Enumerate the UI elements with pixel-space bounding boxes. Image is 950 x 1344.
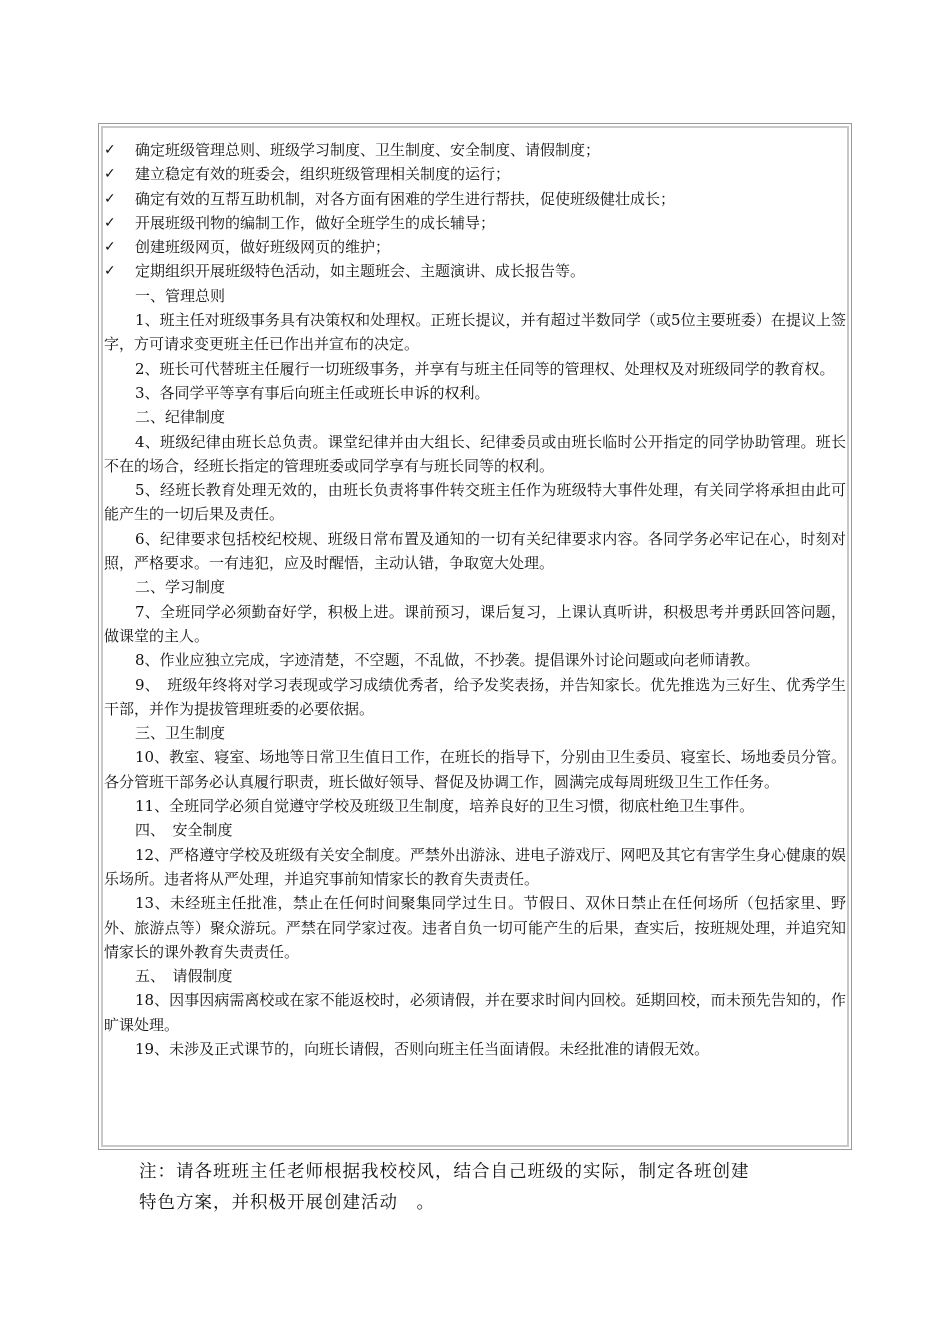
rule-paragraph: 10、教室、寝室、场地等日常卫生值日工作，在班长的指导下，分别由卫生委员、寝室长、场地委员分管。各分管班干部务必认真履行职责，班长做好领导、督促及协调工作，圆满完成每周班级卫生工作任务。 (104, 748, 846, 791)
checklist-item: ✓ 创建班级网页，做好班级网页的维护； (104, 235, 846, 259)
section-heading-safety: 四、 安全制度 (135, 821, 233, 840)
rule-paragraph: 11、全班同学必须自觉遵守学校及班级卫生制度，培养良好的卫生习惯，彻底杜绝卫生事件。 (135, 797, 755, 816)
section-heading-study: 二、学习制度 (135, 578, 226, 597)
check-icon: ✓ (104, 166, 116, 183)
rule-paragraph: 12、严格遵守学校及班级有关安全制度。严禁外出游泳、进电子游戏厅、网吧及其它有害学生身心健康的娱乐场所。违者将从严处理，并追究事前知情家长的教育失责责任。 (104, 845, 846, 888)
section-heading-discipline: 二、纪律制度 (135, 408, 226, 427)
rule-paragraph: 3、各同学平等享有事后向班主任或班长申诉的权利。 (135, 383, 490, 402)
rule-paragraph: 5、经班长教育处理无效的，由班长负责将事件转交班主任作为班级特大事件处理，有关同学将承担由此可能产生的一切后果及责任。 (104, 481, 846, 524)
rule-paragraph: 6、纪律要求包括校纪校规、班级日常布置及通知的一切有关纪律要求内容。各同学务必牢记在心，时刻对照，严格要求。一有违犯，应及时醒悟，主动认错，争取宽大处理。 (104, 529, 846, 573)
note-line: 注：请各班班主任老师根据我校校风，结合自己班级的实际，制定各班创建 (139, 1162, 750, 1182)
footer-note (139, 1157, 839, 1219)
checklist-item: ✓ 确定班级管理总则、班级学习制度、卫生制度、安全制度、请假制度； (104, 138, 846, 162)
rule-paragraph: 7、全班同学必须勤奋好学，积极上进。课前预习，课后复习，上课认真听讲，积极思考并勇跃回答问题，做课堂的主人。 (104, 602, 846, 645)
note-line: 特色方案，并积极开展创建活动 。 (139, 1193, 435, 1213)
rule-paragraph: 2、班长可代替班主任履行一切班级事务，并享有与班主任同等的管理权、处理权及对班级同学的教育权。 (135, 359, 835, 378)
rule-paragraph: 1、班主任对班级事务具有决策权和处理权。正班长提议，并有超过半数同学（或5位主要班委）在提议上签字，方可请求变更班主任已作出并宣布的决定。 (104, 311, 846, 354)
checklist-item: ✓ 开展班级刊物的编制工作，做好全班学生的成长辅导； (104, 211, 846, 235)
regulations-content (104, 138, 846, 1061)
check-icon: ✓ (104, 263, 116, 280)
section-heading-general: 一、管理总则 (135, 286, 226, 305)
check-icon: ✓ (104, 239, 116, 256)
check-icon: ✓ (104, 214, 116, 231)
rule-paragraph: 18、因事因病需离校或在家不能返校时，必须请假，并在要求时间内回校。延期回校，而未预先告知的，作旷课处理。 (104, 991, 846, 1034)
rule-paragraph: 19、未涉及正式课节的，向班长请假，否则向班主任当面请假。未经批准的请假无效。 (135, 1039, 710, 1058)
section-heading-hygiene: 三、卫生制度 (135, 724, 226, 743)
check-icon: ✓ (104, 142, 116, 158)
check-icon: ✓ (104, 190, 116, 207)
rule-paragraph: 9、 班级年终将对学习表现或学习成绩优秀者，给予发奖表扬，并告知家长。优先推选为三好生、优秀学生干部，并作为提拔管理班委的必要依据。 (104, 675, 846, 718)
rule-paragraph: 4、班级纪律由班长总负责。课堂纪律并由大组长、纪律委员或由班长临时公开指定的同学协助管理。班长不在的场合，经班长指定的管理班委或同学享有与班长同等的权利。 (104, 432, 846, 475)
checklist-item: ✓ 确定有效的互帮互助机制，对各方面有困难的学生进行帮扶，促使班级健壮成长； (104, 187, 846, 211)
rule-paragraph: 8、作业应独立完成，字迹清楚，不空题，不乱做，不抄袭。提倡课外讨论问题或向老师请教。 (135, 651, 760, 670)
checklist-item: ✓ 建立稳定有效的班委会，组织班级管理相关制度的运行； (104, 162, 846, 186)
rule-paragraph: 13、未经班主任批准，禁止在任何时间聚集同学过生日。节假日、双休日禁止在任何场所（包括家里、野外、旅游点等）聚众游玩。严禁在同学家过夜。违者自负一切可能产生的后果，查实后，按班规处理，并追究知情家长的课外教育失责责任。 (104, 894, 846, 961)
section-heading-leave: 五、 请假制度 (135, 967, 233, 986)
checklist-item: ✓ 定期组织开展班级特色活动，如主题班会、主题演讲、成长报告等。 (104, 259, 846, 283)
